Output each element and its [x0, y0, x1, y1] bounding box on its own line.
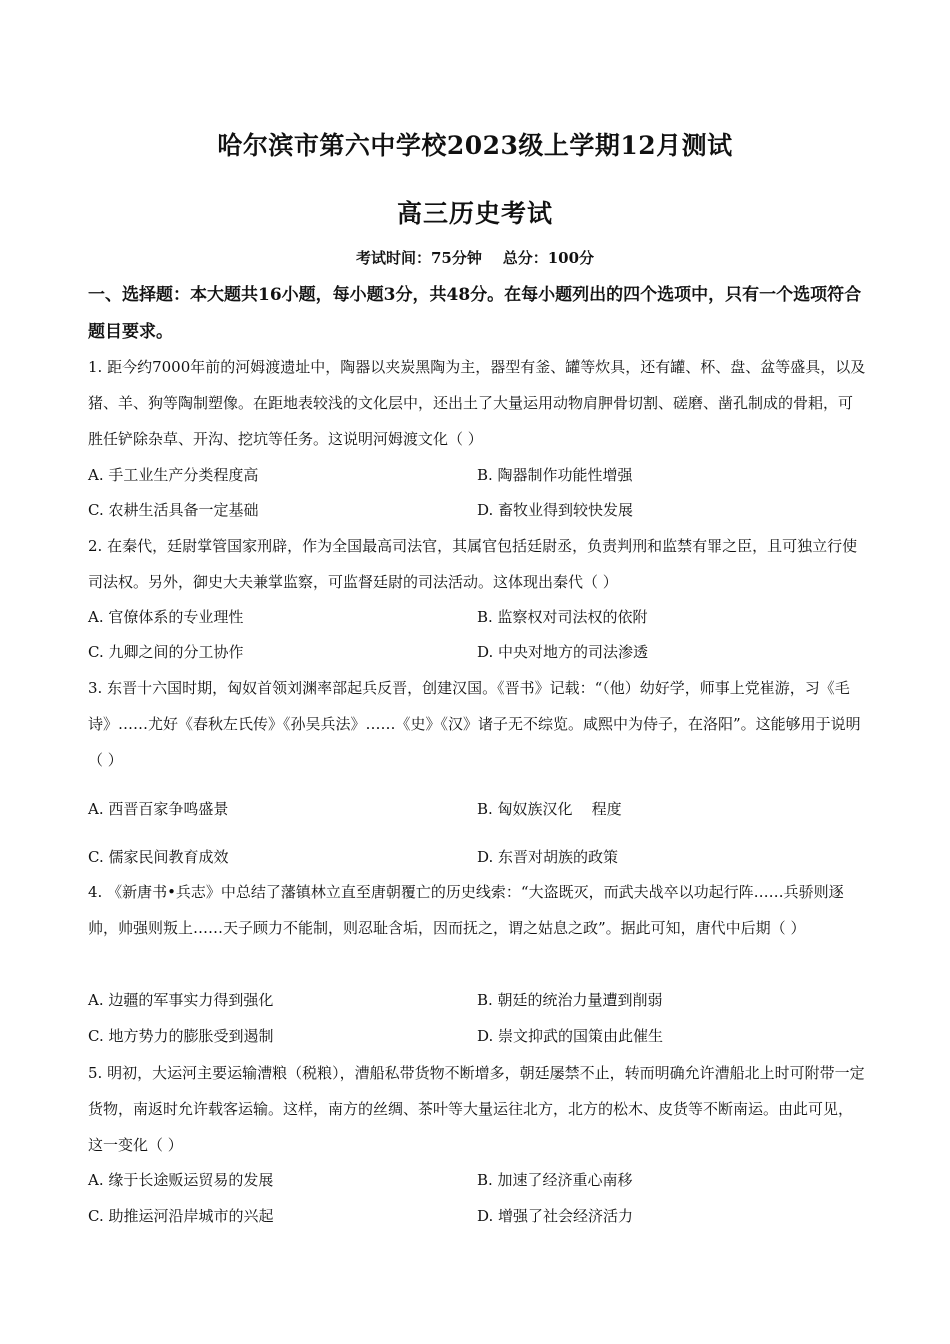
question-4-option-b: B. 朝廷的统治力量遭到削弱 [477, 991, 663, 1009]
question-1-option-a: A. 手工业生产分类程度高 [88, 466, 259, 484]
question-2-option-b: B. 监察权对司法权的依附 [477, 608, 648, 626]
question-1-option-c: C. 农耕生活具备一定基础 [88, 501, 259, 519]
question-3-option-d: D. 东晋对胡族的政策 [477, 848, 619, 866]
question-3-stem: 3. 东晋十六国时期，匈奴首领刘渊率部起兵反晋，创建汉国。《晋书》记载：“（他）幼好学，师事上党崔游，习《毛诗》……尤好《春秋左氏传》《孙吴兵法》……《史》《汉》诸子无不综览。咸熙中为侍子，在洛阳”。这能够用于说明（ ） [88, 679, 861, 769]
section-heading: 一、选择题：本大题共16小题，每小题3分，共48分。在每小题列出的四个选项中，只有一个选项符合题目要求。 [88, 285, 862, 342]
question-2-option-a: A. 官僚体系的专业理性 [88, 608, 244, 626]
question-4-stem: 4. 《新唐书•兵志》中总结了藩镇林立直至唐朝覆亡的历史线索：“大盗既灭，而武夫战卒以功起行阵……兵骄则逐帅，帅强则叛上……天子顾力不能制，则忍耻含垢，因而抚之，谓之姑息之政”。据此可知，唐代中后期（ ） [88, 883, 844, 937]
exam-title-subject: 高三历史考试 [396, 199, 553, 228]
question-2-option-c: C. 九卿之间的分工协作 [88, 643, 244, 661]
exam-title-school: 哈尔滨市第六中学校2023级上学期12月测试 [217, 131, 733, 160]
question-5-option-c: C. 助推运河沿岸城市的兴起 [88, 1207, 274, 1225]
question-5-option-b: B. 加速了经济重心南移 [477, 1171, 633, 1189]
question-2-stem: 2. 在秦代，廷尉掌管国家刑辟，作为全国最高司法官，其属官包括廷尉丞，负责判刑和监禁有罪之臣，且可独立行使司法权。另外，御史大夫兼掌监察，可监督廷尉的司法活动。这体现出秦代（ ） [88, 537, 858, 591]
question-5-option-d: D. 增强了社会经济活力 [477, 1207, 634, 1225]
question-3-option-c: C. 儒家民间教育成效 [88, 848, 229, 866]
question-2-option-d: D. 中央对地方的司法渗透 [477, 643, 649, 661]
question-1-option-d: D. 畜牧业得到较快发展 [477, 501, 634, 519]
question-5-stem: 5. 明初，大运河主要运输漕粮（税粮），漕船私带货物不断增多，朝廷屡禁不止，转而明确允许漕船北上时可附带一定货物，南返时允许载客运输。这样，南方的丝绸、茶叶等大量运往北方，北方的松木、皮货等不断南运。由此可见，这一变化（ ） [88, 1064, 865, 1154]
question-1-stem: 1. 距今约7000年前的河姆渡遗址中，陶器以夹炭黑陶为主，器型有釜、罐等炊具，还有罐、杯、盘、盆等盛具，以及猪、羊、狗等陶制塑像。在距地表较浅的文化层中，还出土了大量运用动物肩胛骨切割、磋磨、凿孔制成的骨耜，可胜任铲除杂草、开沟、挖坑等任务。这说明河姆渡文化（ ） [88, 358, 866, 448]
question-5-option-a: A. 缘于长途贩运贸易的发展 [88, 1171, 274, 1189]
question-3-option-a: A. 西晋百家争鸣盛景 [88, 800, 229, 818]
question-4-option-a: A. 边疆的军事实力得到强化 [88, 991, 274, 1009]
question-3-option-b: B. 匈奴族汉化 程度 [477, 800, 622, 818]
question-1-option-b: B. 陶器制作功能性增强 [477, 466, 633, 484]
question-4-option-d: D. 崇文抑武的国策由此催生 [477, 1027, 664, 1045]
question-4-option-c: C. 地方势力的膨胀受到遏制 [88, 1027, 274, 1045]
exam-time-and-score: 考试时间：75分钟 总分：100分 [355, 249, 595, 267]
